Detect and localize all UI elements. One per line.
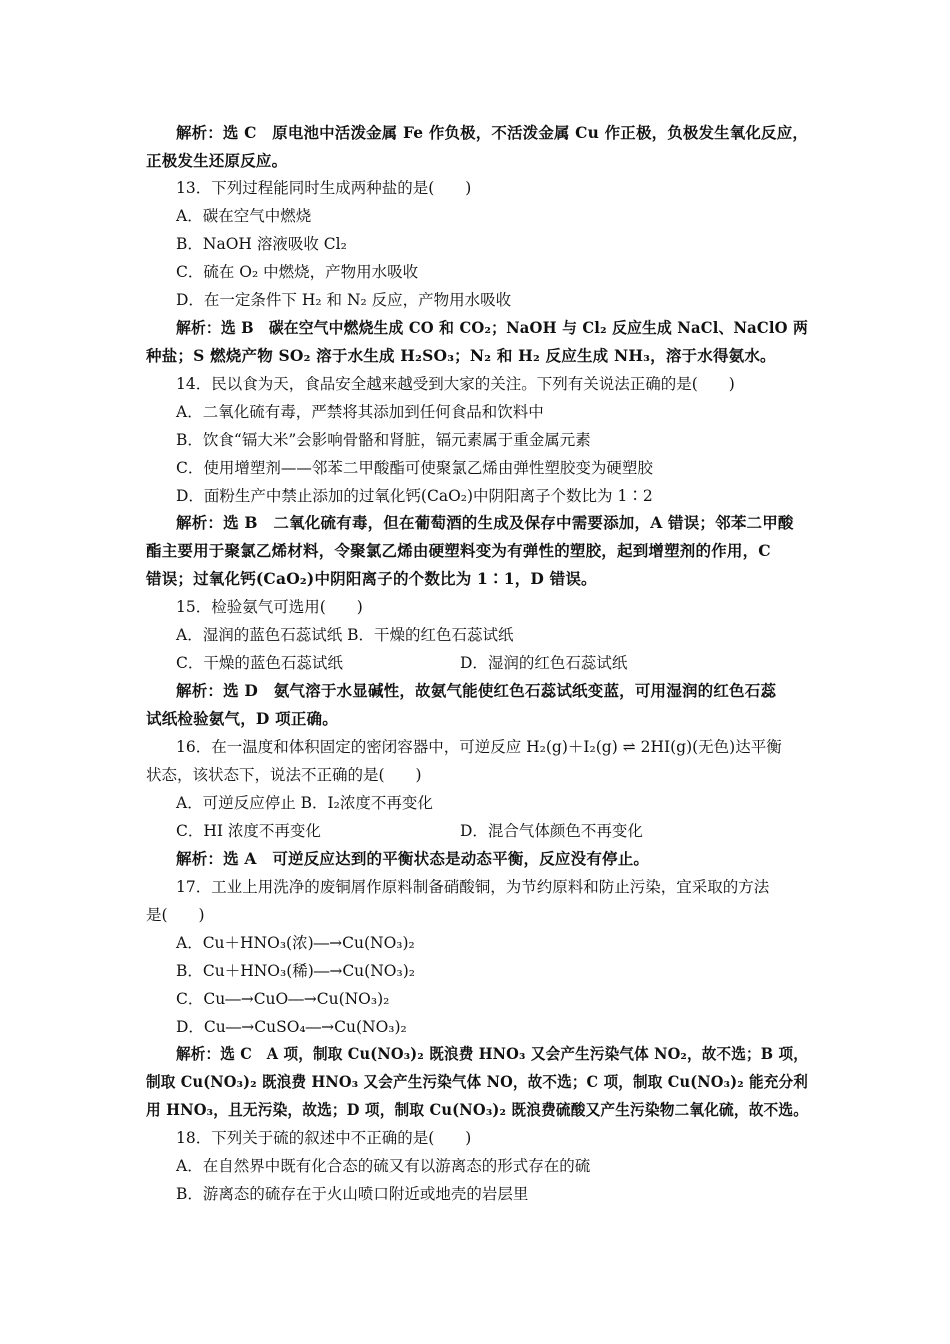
question-16: 16．在一温度和体积固定的密闭容器中，可逆反应 H₂(g)＋I₂(g) ⇌ 2HI(g)(无色)达平衡 [176, 738, 782, 756]
question-15: 15．检验氨气可选用( ) [176, 598, 363, 616]
explanation-line: 解析：选 B 碳在空气中燃烧生成 CO 和 CO₂；NaOH 与 Cl₂ 反应生成 NaCl、NaClO 两 [176, 318, 809, 337]
option-line: A．在自然界中既有化合态的硫又有以游离态的形式存在的硫 [176, 1157, 591, 1175]
option-line: D．在一定条件下 H₂ 和 N₂ 反应，产物用水吸收 [176, 291, 512, 309]
explanation-line: 解析：选 B 二氧化硫有毒，但在葡萄酒的生成及保存中需要添加，A 错误；邻苯二甲酸 [176, 513, 794, 532]
explanation-line: 解析：选 A 可逆反应达到的平衡状态是动态平衡，反应没有停止。 [176, 849, 650, 868]
question-17: 17．工业上用洗净的废铜屑作原料制备硝酸铜，为节约原料和防止污染，宜采取的方法 [176, 878, 770, 896]
option-line: C．使用增塑剂——邻苯二甲酸酯可使聚氯乙烯由弹性塑胶变为硬塑胶 [176, 459, 653, 477]
option-right: D．湿润的红色石蕊试纸 [460, 654, 628, 672]
explanation-line: 解析：选 C 原电池中活泼金属 Fe 作负极，不活泼金属 Cu 作正极，负极发生氧化反应， [176, 123, 808, 142]
explanation-line: 解析：选 C A 项，制取 Cu(NO₃)₂ 既浪费 HNO₃ 又会产生污染气体 NO₂，故不选；B 项， [176, 1044, 808, 1063]
question-line: 状态，该状态下，说法不正确的是( ) [146, 766, 422, 784]
explanation-line: 制取 Cu(NO₃)₂ 既浪费 HNO₃ 又会产生污染气体 NO，故不选；C 项，制取 Cu(NO₃)₂ 能充分利 [146, 1072, 808, 1091]
option-left: C．干燥的蓝色石蕊试纸 [176, 654, 343, 672]
question-line: 是( ) [146, 906, 205, 924]
option-line: B．饮食“镉大米”会影响骨骼和肾脏，镉元素属于重金属元素 [176, 431, 591, 449]
option-left: C．HI 浓度不再变化 [176, 822, 321, 840]
option-pair-line [176, 652, 776, 674]
option-line: A．Cu＋HNO₃(浓)―→Cu(NO₃)₂ [176, 934, 415, 952]
explanation-line: 错误；过氧化钙(CaO₂)中阴阳离子的个数比为 1∶1，D 错误。 [146, 569, 597, 588]
explanation-line: 用 HNO₃，且无污染，故选；D 项，制取 Cu(NO₃)₂ 既浪费硫酸又产生污染物二氧化硫，故不选。 [146, 1100, 809, 1119]
option-line: A．可逆反应停止 B．I₂浓度不再变化 [176, 794, 433, 812]
question-18: 18．下列关于硫的叙述中不正确的是( ) [176, 1129, 472, 1147]
option-line: B．游离态的硫存在于火山喷口附近或地壳的岩层里 [176, 1185, 529, 1203]
question-14: 14．民以食为天，食品安全越来越受到大家的关注。下列有关说法正确的是( ) [176, 375, 735, 393]
option-pair-line [176, 820, 776, 842]
option-line: A．二氧化硫有毒，严禁将其添加到任何食品和饮料中 [176, 403, 544, 421]
option-right: D．混合气体颜色不再变化 [460, 822, 643, 840]
option-line: A．湿润的蓝色石蕊试纸 B．干燥的红色石蕊试纸 [176, 626, 514, 644]
explanation-line: 酯主要用于聚氯乙烯材料，令聚氯乙烯由硬塑料变为有弹性的塑胶，起到增塑剂的作用，C [146, 541, 771, 560]
option-line: B．NaOH 溶液吸收 Cl₂ [176, 235, 347, 253]
option-line: C．硫在 O₂ 中燃烧，产物用水吸收 [176, 263, 419, 281]
option-line: D．Cu―→CuSO₄―→Cu(NO₃)₂ [176, 1018, 407, 1036]
option-line: B．Cu＋HNO₃(稀)―→Cu(NO₃)₂ [176, 962, 415, 980]
option-line: A．碳在空气中燃烧 [176, 207, 312, 225]
question-13: 13．下列过程能同时生成两种盐的是( ) [176, 179, 472, 197]
option-line: D．面粉生产中禁止添加的过氧化钙(CaO₂)中阴阳离子个数比为 1∶2 [176, 487, 653, 505]
explanation-line: 试纸检验氨气，D 项正确。 [146, 709, 338, 728]
explanation-line: 正极发生还原反应。 [146, 151, 288, 170]
option-line: C．Cu―→CuO―→Cu(NO₃)₂ [176, 990, 390, 1008]
explanation-line: 解析：选 D 氨气溶于水显碱性，故氨气能使红色石蕊试纸变蓝，可用湿润的红色石蕊 [176, 681, 777, 700]
explanation-line: 种盐；S 燃烧产物 SO₂ 溶于水生成 H₂SO₃；N₂ 和 H₂ 反应生成 NH₃，溶于水得氨水。 [146, 346, 776, 365]
